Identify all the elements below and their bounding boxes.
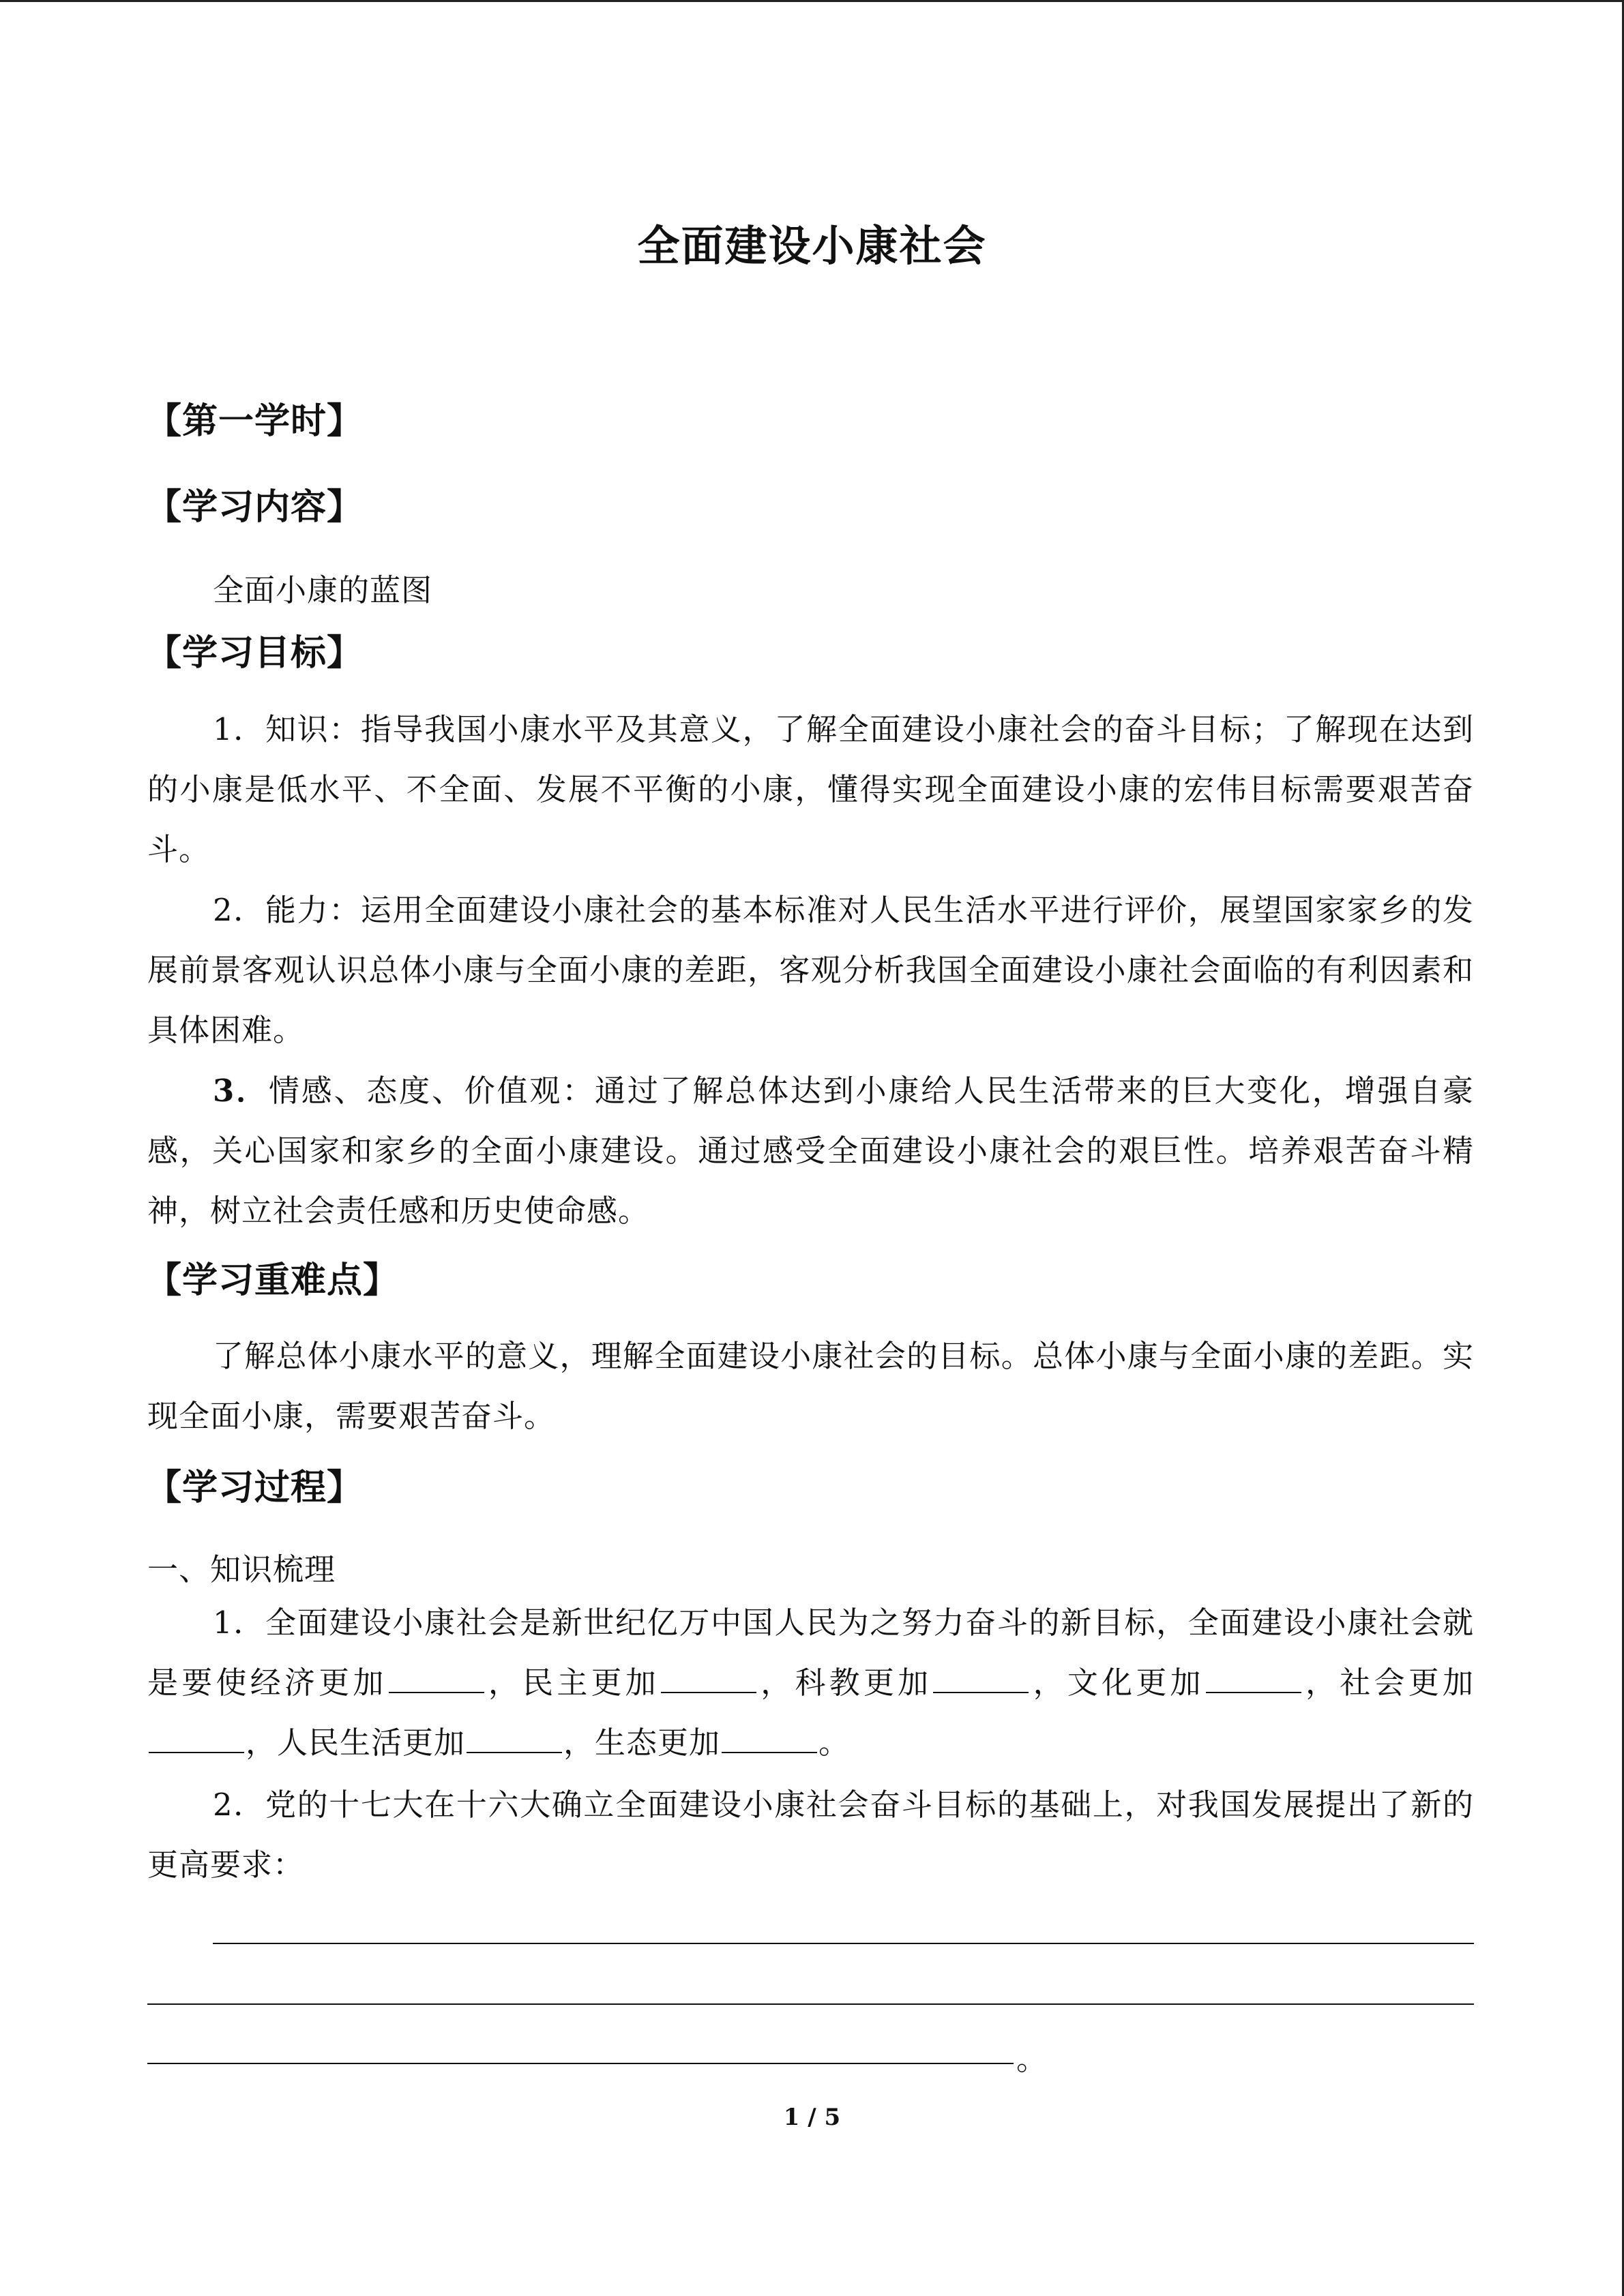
q1-number: 1． (213, 1605, 265, 1641)
blank-people-life[interactable] (467, 1726, 562, 1753)
knowledge-subheading: 一、知识梳理 (147, 1551, 336, 1587)
goal-item-3 (147, 1061, 1474, 1241)
page-number: 1 / 5 (783, 2104, 841, 2131)
goal-3-text: 情感、态度、价值观：通过了解总体达到小康给人民生活带来的巨大变化，增强自豪感，关心国家和家乡的全面小康建设。通过感受全面建设小康社会的艰巨性。培养艰苦奋斗精神，树立社会责任感和历史使命感。 (147, 1073, 1474, 1229)
q1-text-6: ，人民生活更加 (246, 1725, 466, 1761)
blank-democracy[interactable] (661, 1666, 756, 1693)
content-text: 全面小康的蓝图 (213, 572, 433, 608)
answer-line-3[interactable] (147, 2063, 1014, 2064)
q1-text-7: ，生态更加 (563, 1725, 721, 1761)
question-1 (147, 1593, 1474, 1773)
answer-end-period: 。 (1016, 2041, 1048, 2077)
goal-1-text: 知识：指导我国小康水平及其意义，了解全面建设小康社会的奋斗目标；了解现在达到的小康是低水平、不全面、发展不平衡的小康，懂得实现全面建设小康的宏伟目标需要艰苦奋斗。 (147, 711, 1474, 867)
goal-2-number: 2． (213, 892, 265, 928)
q1-text-1: 全面建设小康社会是新世纪亿万中国人民为之努力奋斗的新目标，全面建设小康社会就是要使经济更加 (147, 1605, 1474, 1701)
document-title: 全面建设小康社会 (637, 221, 987, 271)
q2-number: 2． (213, 1787, 265, 1823)
q1-text-8: 。 (818, 1725, 851, 1761)
goal-1-number: 1． (213, 711, 265, 747)
content-heading: 【学习内容】 (146, 487, 364, 528)
q2-text: 党的十七大在十六大确立全面建设小康社会奋斗目标的基础上，对我国发展提出了新的更高要求： (147, 1787, 1474, 1883)
key-points-text: 了解总体小康水平的意义，理解全面建设小康社会的目标。总体小康与全面小康的差距。实现全面小康，需要艰苦奋斗。 (147, 1338, 1474, 1434)
q1-text-4: ，文化更加 (1030, 1665, 1205, 1701)
answer-line-2[interactable] (147, 2003, 1474, 2005)
blank-science-education[interactable] (933, 1666, 1029, 1693)
goal-item-2 (147, 880, 1474, 1060)
q1-text-5: ，社会更加 (1302, 1665, 1474, 1701)
blank-culture[interactable] (1206, 1666, 1301, 1693)
goal-item-1 (147, 700, 1474, 880)
goals-heading: 【学习目标】 (146, 633, 364, 674)
blank-society[interactable] (149, 1726, 244, 1753)
goal-3-number: 3． (213, 1073, 269, 1109)
q1-text-3: ，科教更加 (758, 1665, 932, 1701)
blank-ecology[interactable] (722, 1726, 817, 1753)
period-heading: 【第一学时】 (146, 401, 364, 442)
blank-economy[interactable] (389, 1666, 484, 1693)
goal-2-text: 能力：运用全面建设小康社会的基本标准对人民生活水平进行评价，展望国家家乡的发展前景客观认识总体小康与全面小康的差距，客观分析我国全面建设小康社会面临的有利因素和具体困难。 (147, 892, 1474, 1048)
question-2 (147, 1775, 1474, 1895)
process-heading: 【学习过程】 (146, 1467, 364, 1508)
q1-text-2: ，民主更加 (485, 1665, 660, 1701)
key-points-heading: 【学习重难点】 (146, 1260, 400, 1301)
answer-line-1[interactable] (213, 1943, 1474, 1944)
